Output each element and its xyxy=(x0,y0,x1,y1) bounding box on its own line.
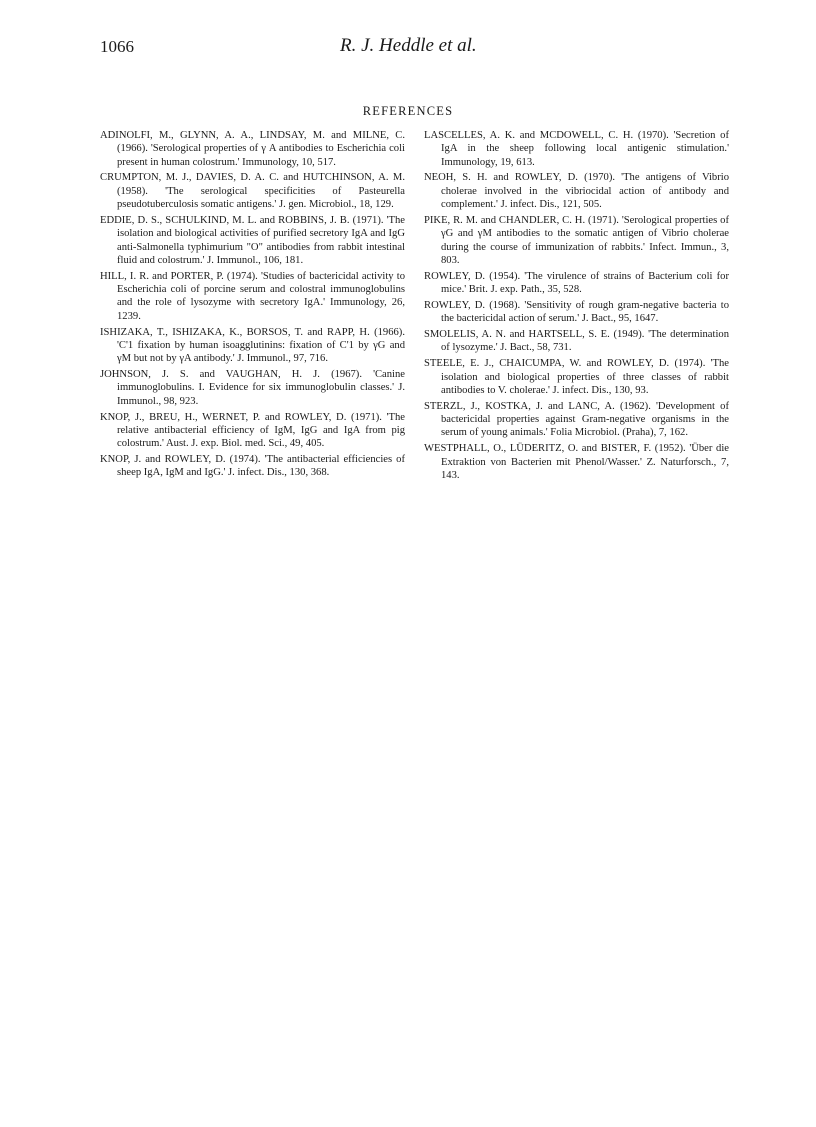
page-number: 1066 xyxy=(100,37,134,56)
reference-entry: HILL, I. R. and PORTER, P. (1974). 'Studies of bactericidal activity to Escherichia coli of porcine serum and colostral immunoglobulins and the role of lysozyme with secretory IgA.' Immunology, 26, 1239. xyxy=(100,270,405,322)
reference-entry: STERZL, J., KOSTKA, J. and LANC, A. (1962). 'Development of bactericidal properties against Gram-negative organisms in the serum of young animals.' Folia Microbiol. (Praha), 7, 162. xyxy=(424,400,729,439)
reference-entry: ROWLEY, D. (1954). 'The virulence of strains of Bacterium coli for mice.' Brit. J. exp. Path., 35, 528. xyxy=(424,270,729,296)
reference-entry: STEELE, E. J., CHAICUMPA, W. and ROWLEY, D. (1974). 'The isolation and biological properties of three classes of rabbit antibodies to V. cholerae.' J. infect. Dis., 130, 93. xyxy=(424,358,729,396)
reference-entry: LASCELLES, A. K. and MCDOWELL, C. H. (1970). 'Secretion of IgA in the sheep following local antigenic stimulation.' Immunology, 19, 613. xyxy=(424,130,729,168)
reference-entry: SMOLELIS, A. N. and HARTSELL, S. E. (1949). 'The determination of lysozyme.' J. Bact., 58, 731. xyxy=(424,329,729,354)
reference-entry: KNOP, J., BREU, H., WERNET, P. and ROWLEY, D. (1971). 'The relative antibacterial efficiency of IgM, IgG and IgA from pig colostrum.' Aust. J. exp. Biol. med. Sci., 49, 405. xyxy=(100,411,405,450)
reference-entry: PIKE, R. M. and CHANDLER, C. H. (1971). 'Serological properties of γG and γM antibodies to the somatic antigen of Vibrio cholerae during the course of immunization of rabbits.' Infect. Immun., 3, 803. xyxy=(424,214,729,266)
reference-entry: EDDIE, D. S., SCHULKIND, M. L. and ROBBINS, J. B. (1971). 'The isolation and biological activities of purified secretory IgA and IgG anti-Salmonella typhimurium "O" antibodies from rabbit intestinal fluid and colostrum.' J. Immunol., 106, 181. xyxy=(100,214,405,266)
reference-entry: KNOP, J. and ROWLEY, D. (1974). 'The antibacterial efficiencies of sheep IgA, IgM and IgG.' J. infect. Dis., 130, 368. xyxy=(100,453,405,479)
reference-entry: CRUMPTON, M. J., DAVIES, D. A. C. and HUTCHINSON, A. M. (1958). 'The serological specificities of Pasteurella pseudotuberculosis somatic antigens.' J. gen. Microbiol., 18, 129. xyxy=(100,172,405,211)
reference-entry: JOHNSON, J. S. and VAUGHAN, H. J. (1967). 'Canine immunoglobulins. I. Evidence for six immunoglobulin classes.' J. Immunol., 98, 923. xyxy=(100,369,405,407)
reference-entry: WESTPHALL, O., LÜDERITZ, O. and BISTER, F. (1952). 'Über die Extraktion von Bacterien mit Phenol/Wasser.' Z. Naturforsch., 7, 143. xyxy=(424,443,729,481)
reference-entry: ISHIZAKA, T., ISHIZAKA, K., BORSOS, T. and RAPP, H. (1966). 'C'1 fixation by human isoagglutinins: fixation of C'1 by γG and γM but not by γA antibody.' J. Immunol., 97, 716. xyxy=(100,326,405,365)
reference-entry: NEOH, S. H. and ROWLEY, D. (1970). 'The antigens of Vibrio cholerae involved in the vibriocidal action of antibody and complement.' J. infect. Dis., 121, 505. xyxy=(424,172,729,211)
references-right-column xyxy=(424,129,729,485)
section-title: REFERENCES xyxy=(362,104,454,118)
references-left-column xyxy=(100,129,405,482)
reference-entry: ROWLEY, D. (1968). 'Sensitivity of rough gram-negative bacteria to the bactericidal action of serum.' J. Bact., 95, 1647. xyxy=(424,299,729,325)
running-head: R. J. Heddle et al. xyxy=(340,35,477,56)
reference-entry: ADINOLFI, M., GLYNN, A. A., LINDSAY, M. and MILNE, C. (1966). 'Serological properties of γ A antibodies to Escherichia coli present in human colostrum.' Immunology, 10, 517. xyxy=(100,130,405,168)
